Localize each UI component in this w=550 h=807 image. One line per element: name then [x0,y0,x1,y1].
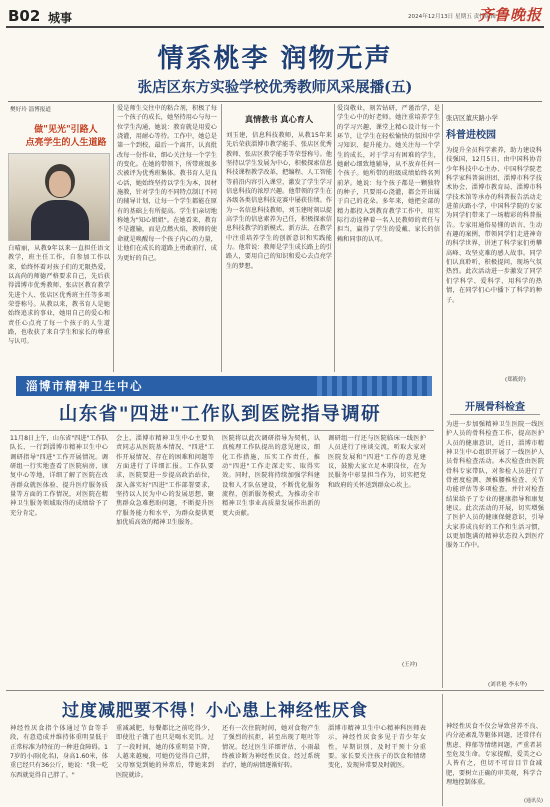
newspaper-logo: 齐鲁晚报 [478,6,543,24]
left-article-title: 做"见光"引路人 点亮学生的人生道路 [25,125,107,148]
page-code: B02 [8,7,41,25]
article2-column-2: 会上，淄博市精神卫生中心主要负责同志从医院基本情况、"四进"工作开展情况、存在的困难和问题等方面进行了详细汇报。工作队要求，医院要进一步提高政治站位，深入落实好"四进"工作部署要求，坚持以人民为中心的发展思想，聚焦群众急难愁盼问题，不断提升医疗服务能力和水平，为群众提供更加优质高效的精神卫生服务。 [116,435,214,527]
portrait-body [31,200,89,241]
section-banner [16,376,432,396]
sidebar-signature: (刘君艳 李永华) [488,682,528,688]
top-rule [6,26,544,28]
section-name: 城事 [48,11,73,25]
column-divider [113,104,114,372]
article3-column-5: 神经性厌食不仅会导致营养不良、内分泌紊乱等躯体问题，还常伴有焦虑、抑郁等情绪问题，严重者甚至危及生命。专家提醒，爱美之心人皆有之，但切不可盲目节食减肥，要树立正确的审美观，科学合理地控制体重。 [446,723,542,787]
bottom-article-rule [6,690,544,691]
dateline: 2024年12月13日 星期五 责任编辑 [408,14,496,20]
sidebar-article-text: 为进一步加强精神卫生医院一线医护人员的骨科检查工作，提高医护人员的健康意识，近日，淄博市精神卫生中心组织开展了一线医护人员骨科检查活动。本次检查由医院骨科专家带队，对参检人员进行了骨密度检测、颈椎腰椎检查、关节功能评估等多项检查，并针对检查结果给予了专业的健康指导和康复建议。此次活动的开展，切实增强了医护人员的健康保健意识，引导大家养成良好的工作和生活习惯，以更加饱满的精神状态投入到医疗服务工作中。 [446,421,544,550]
sidebar-divider [442,104,443,688]
left-article-text: 白晴丽，从教9年以来一直担任语文教学，班主任工作，自参加工作以来，始终怀着对孩子们的无限热爱，以高尚的师德严格要求自己，先后获得淄博市优秀教师、张店区教育教学先进个人、张店区优秀班主任等多项荣誉称号。从教以来，教书育人是她始终追求的事业，她用自己的爱心和责任心点亮了每一个孩子的人生道路，也收获了来自学生和家长的尊重与认可。 [8,245,110,346]
column-divider [334,104,335,372]
sidebar-article-title: 开展骨科检查 [465,402,525,413]
feature-column-2: 刘玉建，信息科技教师，从教15年来先后荣获淄博市教学能手、张店区优秀教师、张店区教学能手等荣誉称号。他坚持以学生发展为中心，积极探索信息科技课程教学改革，把编程、人工智能等前沿内容引入课堂，激发了学生学习信息科技的浓厚兴趣。他带领的学生在各级各类信息科技竞赛中屡获佳绩。作为一名信息科技教师，刘玉建时刻以提高学生的信息素养为己任，积极探索信息科技教学的新模式、新方法，在教学中注重培养学生的创新意识和实践能力。他常说：教师是学生成长路上的引路人，要用自己的知识和爱心去点亮学生的梦想。 [226,132,332,270]
article2-headline: 山东省"四进"工作队到医院指导调研 [58,404,382,425]
article2-rule [10,430,434,431]
feature-headline: 情系桃李 润物无声 [157,44,393,74]
feature-column-1: 爱是师生交往中的粘合剂，积极了每一个孩子的成长，她坚持用心与每一位学生沟通，她说：教育就是用爱心浇灌，用耐心等待。工作中，她总是第一个到校，最后一个离开，认真批改每一份作业，细心关注每一个学生的变化。在她的带领下，所带班级多次被评为优秀班集体。教书育人是良心活，她始终坚持以学生为本，因材施教，针对学生的不同特点制订不同的辅导计划，让每一个学生都能在原有的基础上有所提高。学生们亲切地称她为"知心姐姐"。在她看来，教育不是灌输，而是点燃火焰，教师的使命就是唤醒每一个孩子内心的力量，让他们在成长的道路上勇敢前行，成为更好的自己。 [117,105,217,262]
article2-column-3: 医院将以此次调研指导为契机，认真梳理工作队提出的意见建议，细化工作措施，压实工作责任，推动"四进"工作走深走实、取得实效。同时，医院将持续加强学科建设和人才队伍建设，不断优化服务流程，创新服务模式，为推动全市精神卫生事业高质量发展作出新的更大贡献。 [222,435,320,517]
feature-subheadline: 张店区东方实验学校优秀教师风采展播(五) [137,79,413,96]
sidebar-title-rule [450,414,540,415]
article3-column-3: 还有一次住院时间，她对食物产生了强烈的抗拒，甚至出现了呕吐等情况。经过医生详细评估，小雨最终被诊断为神经性厌食。经过系统治疗，她的病情逐渐好转。 [222,725,320,770]
right-article-signature: (郑筱婷) [505,377,526,383]
article2-column-1: 11月8日上午，山东省"四进"工作队队长、一行到淄博市精神卫生中心调研指导"四进"工作开展情况。调研组一行实地查看了医院病房、康复中心等地，详细了解了医院在改善群众就医体验、提升医疗服务质量等方面的工作情况，对医院在精神卫生服务领域取得的成绩给予了充分肯定。 [10,435,108,517]
portrait-face [49,171,71,197]
article3-column-4: 淄博市精神卫生中心精神科医师表示，神经性厌食多见于青少年女性，早期识别、及时干预十分重要。家长要关注孩子的饮食和情绪变化，发现异常要及时就医。 [328,725,426,770]
teacher-portrait-photo [8,153,110,241]
article2-column-4: 调研组一行还与医院临床一线医护人员进行了座谈交流，听取大家对医院发展和"四进"工作的意见建议，鼓励大家立足本职岗位，在为民服务中彰显担当作为，切实把党和政府的关怀送到群众心坎上。 [328,435,426,489]
pull-quote-title: 真情教书 真心育人 [244,114,314,124]
sidebar-article [446,398,544,688]
right-byline: 张店区董庆路小学 [446,114,498,122]
column-divider [442,694,443,806]
left-byline: 樊好玲 淄博报道 [10,107,51,113]
banner-title: 淄博市精神卫生中心 [26,379,143,393]
right-article-text: 为提升全员科学素养，助力建设科技强国，12月5日，由中国科协青少年科技中心主办、中国科学院老科学家科普演讲团、淄博市科学技术协会、淄博市教育局、淄博市科学技术馆等承办的科普报告活动走进董庆路小学，中国科学院的专家为同学们带来了一场精彩的科普报告。专家用通俗易懂的语言、生动有趣的案例，带领同学们走进神奇的科学世界，讲述了科学家们勇攀高峰、攻坚克难的感人故事。同学们认真聆听，积极提问，现场气氛热烈。此次活动进一步激发了同学们学科学、爱科学、用科学的热情，在同学们心中播下了科学的种子。 [446,147,542,304]
article3-column-2: 重减减肥，每餐都比之前吃得少，即使肚子饿了也只是喝水充饥。过了一段时间，她的体重明显下降，人越来越瘦，可她仍觉得自己胖，父母察觉到她的异常后，带她来到医院就诊。 [116,725,214,779]
masthead [0,0,550,30]
column-divider [221,104,222,372]
right-article-title: 科普进校园 [446,130,496,141]
article3-column-1: 神经性厌食指个体通过节食等手段，有意造成并维持体重明显低于正常标准为特征的一种进食障碍。17岁的小雨(化名)，身高1.60米，体重已经只有36公斤，她说："我一吃东西就觉得自己胖了。" [10,725,108,779]
banner-stripe [312,376,432,396]
feature-column-3: 爱岗敬业，刻苦钻研，严谨治学，是学生心中的好老师。她注重培养学生的学习兴趣，课堂上精心设计每一个环节，让学生在轻松愉快的氛围中学习知识、提升能力。她关注每一个学生的成长，对于学习有困难的学生，她耐心细致地辅导，从不放弃任何一个孩子。她所带的班级成绩始终名列前茅。她说：每个孩子都是一颗独特的种子，只要用心浇灌，都会开出属于自己的花朵。多年来，她把全部的精力都投入到教育教学工作中，用实际行动诠释着一名人民教师的责任与担当，赢得了学生的爱戴、家长的信赖和同事的认可。 [337,105,440,243]
article2-signature: (王冲) [402,662,418,668]
article3-headline: 过度减肥要不得！小心患上神经性厌食 [62,701,368,721]
article3-signature: (通讯员) [524,798,543,804]
subheadline-rule [8,101,542,102]
